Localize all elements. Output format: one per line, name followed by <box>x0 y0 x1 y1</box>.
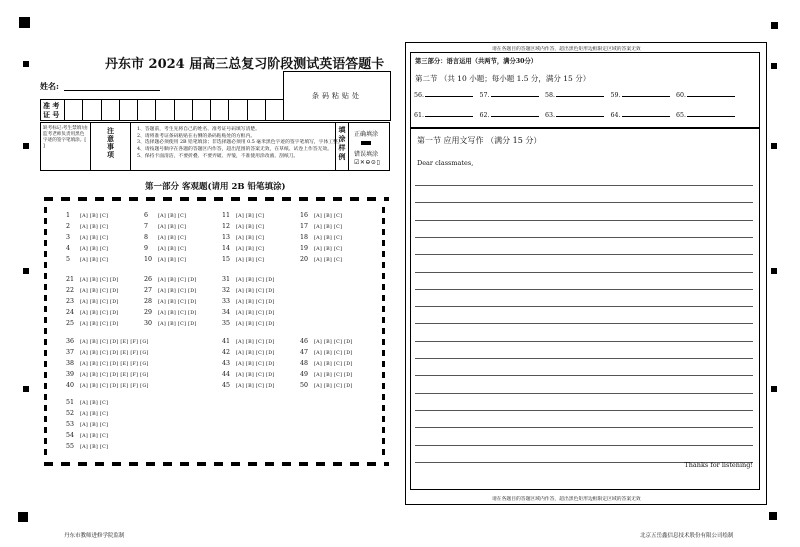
answer-options[interactable]: [A] [B] [C] <box>314 225 343 230</box>
writing-line[interactable] <box>415 272 753 273</box>
answer-options[interactable]: [A] [B] [C] [D] <box>80 322 119 327</box>
answer-options[interactable]: [A] [B] [C] [D] <box>158 289 197 294</box>
blank-line[interactable] <box>425 96 473 97</box>
question-43[interactable] <box>222 360 275 367</box>
blank-answer[interactable] <box>414 92 473 99</box>
alignment-mark <box>771 22 778 29</box>
writing-line[interactable] <box>415 358 753 359</box>
blank-answer[interactable] <box>611 112 670 119</box>
answer-options[interactable]: [A] [B] [C] [D] <box>80 311 119 316</box>
question-34[interactable] <box>222 309 275 316</box>
writing-title: 第一节 应用文写作 （满分 15 分） <box>417 136 542 145</box>
question-49[interactable] <box>300 371 353 378</box>
blank-number: 57. <box>479 92 490 99</box>
answer-options[interactable]: [A] [B] [C] <box>314 247 343 252</box>
blank-answer[interactable] <box>676 92 735 99</box>
question-10[interactable] <box>144 256 186 263</box>
blank-number: 64. <box>610 112 621 119</box>
question-18[interactable] <box>300 234 342 241</box>
question-number: 35 <box>222 320 231 327</box>
question-number: 55 <box>66 443 75 450</box>
admission-digit-cell[interactable] <box>175 100 193 120</box>
admission-number-label: 准 考 证 号 <box>41 100 65 120</box>
answer-options[interactable]: [A] [B] [C] [D] <box>158 278 197 283</box>
blank-number: 56. <box>414 92 425 99</box>
admission-digit-cell[interactable] <box>156 100 174 120</box>
question-38[interactable] <box>66 360 149 367</box>
alignment-mark <box>18 512 28 522</box>
footer-right: 北京五岳鑫信息技术股份有限公司绘制 <box>640 533 734 539</box>
dashed-border <box>44 197 389 201</box>
answer-options[interactable]: [A] [B] [C] [D] <box>158 322 197 327</box>
question-37[interactable] <box>66 349 149 356</box>
blank-line[interactable] <box>622 116 670 117</box>
blank-answer[interactable] <box>545 92 604 99</box>
answer-options[interactable]: [A] [B] [C] [D] [E] [F] [G] <box>80 340 149 345</box>
section3-title: 第三部分：语言运用（共两节，满分30分） <box>415 58 538 65</box>
blank-answer[interactable] <box>545 112 604 119</box>
answer-options[interactable]: [A] [B] [C] [D] <box>314 351 353 356</box>
answer-options[interactable]: [A] [B] [C] <box>80 225 109 230</box>
dashed-border <box>382 207 385 455</box>
question-45[interactable] <box>222 382 275 389</box>
question-28[interactable] <box>144 298 197 305</box>
blank-answer[interactable] <box>480 112 539 119</box>
blank-number: 65. <box>676 112 687 119</box>
question-8[interactable] <box>144 234 186 241</box>
question-7[interactable] <box>144 223 186 230</box>
writing-line[interactable] <box>415 445 753 446</box>
dashed-border <box>44 462 389 466</box>
question-number: 44 <box>222 371 231 378</box>
question-number: 32 <box>222 287 231 294</box>
answer-options[interactable]: [A] [B] [C] [D] <box>80 289 119 294</box>
alignment-mark <box>769 512 777 520</box>
answer-options[interactable]: [A] [B] [C] <box>158 225 187 230</box>
writing-line[interactable] <box>415 410 753 411</box>
question-54[interactable] <box>66 432 108 439</box>
wrong-fill-examples: ☑✕⊖⊙▯ <box>354 159 381 166</box>
blank-line[interactable] <box>622 96 670 97</box>
answer-options[interactable]: [A] [B] [C] <box>158 214 187 219</box>
blank-number: 60. <box>676 92 687 99</box>
question-17[interactable] <box>300 223 342 230</box>
answer-options[interactable]: [A] [B] [C] [D] <box>236 278 275 283</box>
absence-mark-note: 缺考标记:考生禁填!由监考老师负责用黑色字迹的签字笔填涂。[ ] <box>41 123 91 170</box>
note-item: 3、选择题必须使用 2B 铅笔填涂；非选择题必须用 0.5 毫米黑色字迹的签字笔填写，字体工整。 <box>137 140 343 146</box>
answer-options[interactable]: [A] [B] [C] [D] <box>236 351 275 356</box>
question-32[interactable] <box>222 287 275 294</box>
admission-digit-cell[interactable] <box>193 100 211 120</box>
answer-options[interactable]: [A] [B] [C] [D] <box>158 300 197 305</box>
question-46[interactable] <box>300 338 353 345</box>
question-41[interactable] <box>222 338 275 345</box>
correct-fill-example <box>361 141 371 145</box>
answer-options[interactable]: [A] [B] [C] <box>236 225 265 230</box>
answer-options[interactable]: [A] [B] [C] [D] [E] [F] [G] <box>80 384 149 389</box>
question-number: 1 <box>66 212 71 219</box>
question-number: 3 <box>66 234 71 241</box>
answer-options[interactable]: [A] [B] [C] <box>236 247 265 252</box>
answer-options[interactable]: [A] [B] [C] <box>80 434 109 439</box>
answer-options[interactable]: [A] [B] [C] <box>158 258 187 263</box>
barcode-area <box>283 71 391 121</box>
answer-options[interactable]: [A] [B] [C] [D] <box>158 311 197 316</box>
question-42[interactable] <box>222 349 275 356</box>
question-number: 24 <box>66 309 75 316</box>
question-26[interactable] <box>144 276 197 283</box>
question-number: 12 <box>222 223 231 230</box>
alignment-mark <box>771 143 777 149</box>
question-27[interactable] <box>144 287 197 294</box>
blank-answer[interactable] <box>480 92 539 99</box>
question-number: 29 <box>144 309 153 316</box>
writing-line[interactable] <box>415 306 753 307</box>
question-13[interactable] <box>222 234 264 241</box>
question-number: 9 <box>144 245 149 252</box>
question-number: 39 <box>66 371 75 378</box>
question-number: 6 <box>144 212 149 219</box>
answer-options[interactable]: [A] [B] [C] [D] <box>236 300 275 305</box>
question-number: 13 <box>222 234 231 241</box>
question-number: 31 <box>222 276 231 283</box>
question-number: 16 <box>300 212 309 219</box>
question-number: 40 <box>66 382 75 389</box>
boundary-warning-top: 请在各题目的答题区域内作答，超出黑色矩形边框限定区域的答案无效 <box>492 47 641 52</box>
correct-fill-label: 正确填涂 <box>354 131 379 138</box>
question-number: 28 <box>144 298 153 305</box>
question-number: 20 <box>300 256 309 263</box>
question-number: 37 <box>66 349 75 356</box>
answer-options[interactable]: [A] [B] [C] [D] [E] [F] [G] <box>80 362 149 367</box>
admission-digit-cell[interactable] <box>229 100 247 120</box>
question-number: 50 <box>300 382 309 389</box>
notes-list <box>137 127 343 161</box>
question-20[interactable] <box>300 256 342 263</box>
question-number: 21 <box>66 276 75 283</box>
answer-options[interactable]: [A] [B] [C] [D] <box>236 362 275 367</box>
blank-answer[interactable] <box>676 112 735 119</box>
answer-options[interactable]: [A] [B] [C] [D] <box>236 322 275 327</box>
answer-options[interactable]: [A] [B] [C] [D] <box>236 340 275 345</box>
writing-line[interactable] <box>415 220 753 221</box>
answer-options[interactable]: [A] [B] [C] <box>314 236 343 241</box>
blank-line[interactable] <box>687 96 735 97</box>
question-number: 10 <box>144 256 153 263</box>
question-number: 54 <box>66 432 75 439</box>
question-number: 23 <box>66 298 75 305</box>
blank-number: 59. <box>610 92 621 99</box>
section3-subtitle: 第二节 （共 10 小题；每小题 1.5 分，满分 15 分） <box>415 74 591 83</box>
answer-options[interactable]: [A] [B] [C] [D] <box>80 300 119 305</box>
blank-number: 63. <box>545 112 556 119</box>
question-number: 33 <box>222 298 231 305</box>
blank-number: 61. <box>414 112 425 119</box>
writing-line[interactable] <box>415 185 753 186</box>
question-11[interactable] <box>222 212 264 219</box>
blank-number: 62. <box>479 112 490 119</box>
wrong-fill-label: 错误填涂 <box>354 151 379 158</box>
question-number: 43 <box>222 360 231 367</box>
answer-options[interactable]: [A] [B] [C] <box>314 258 343 263</box>
question-29[interactable] <box>144 309 197 316</box>
answer-options[interactable]: [A] [B] [C] <box>158 247 187 252</box>
question-23[interactable] <box>66 298 119 305</box>
blank-answer[interactable] <box>611 92 670 99</box>
writing-line[interactable] <box>415 427 753 428</box>
question-number: 5 <box>66 256 71 263</box>
answer-options[interactable]: [A] [B] [C] <box>80 445 109 450</box>
blank-line[interactable] <box>491 96 539 97</box>
question-number: 27 <box>144 287 153 294</box>
note-item: 4、请按题号顺序在各题的答题区内作答，超出范围的答案无效，在草纸、试卷上作答无效。 <box>137 147 332 153</box>
question-number: 18 <box>300 234 309 241</box>
letter-closing: Thanks for listening! <box>684 461 753 469</box>
instructions-box <box>40 122 390 171</box>
question-number: 19 <box>300 245 309 252</box>
question-number: 53 <box>66 421 75 428</box>
boundary-warning-bottom: 请在各题目的答题区域内作答，超出黑色矩形边框限定区域的答案无效 <box>492 497 641 502</box>
answer-options[interactable]: [A] [B] [C] [D] [E] [F] [G] <box>80 351 149 356</box>
answer-options[interactable]: [A] [B] [C] <box>158 236 187 241</box>
writing-line[interactable] <box>415 237 753 238</box>
question-15[interactable] <box>222 256 264 263</box>
writing-line[interactable] <box>415 202 753 203</box>
question-21[interactable] <box>66 276 119 283</box>
alignment-mark <box>771 63 777 69</box>
answer-options[interactable]: [A] [B] [C] <box>80 401 109 406</box>
question-number: 2 <box>66 223 71 230</box>
question-25[interactable] <box>66 320 119 327</box>
question-22[interactable] <box>66 287 119 294</box>
writing-line[interactable] <box>415 289 753 290</box>
question-number: 46 <box>300 338 309 345</box>
alignment-mark <box>23 386 29 392</box>
question-1[interactable] <box>66 212 108 219</box>
admission-number-grid <box>40 99 284 121</box>
notes-heading: 注 意 事 项 <box>91 123 131 170</box>
answer-options[interactable]: [A] [B] [C] [D] <box>236 373 275 378</box>
note-item: 1、答题前，考生先将自己的姓名、准考证号码填写清楚。 <box>137 127 260 132</box>
answer-options[interactable]: [A] [B] [C] <box>80 258 109 263</box>
question-number: 25 <box>66 320 75 327</box>
answer-options[interactable]: [A] [B] [C] <box>236 258 265 263</box>
question-12[interactable] <box>222 223 264 230</box>
footer-left: 丹东市教师进修学院监制 <box>64 533 125 539</box>
blank-line[interactable] <box>687 116 735 117</box>
question-14[interactable] <box>222 245 264 252</box>
letter-greeting: Dear classmates, <box>417 159 474 167</box>
question-number: 51 <box>66 399 75 406</box>
question-30[interactable] <box>144 320 197 327</box>
blank-line[interactable] <box>425 116 473 117</box>
question-39[interactable] <box>66 371 149 378</box>
question-24[interactable] <box>66 309 119 316</box>
answer-options[interactable]: [A] [B] [C] [D] <box>236 384 275 389</box>
admission-digit-cell[interactable] <box>83 100 101 120</box>
blank-line[interactable] <box>491 116 539 117</box>
admission-digit-cell[interactable] <box>248 100 266 120</box>
question-52[interactable] <box>66 410 108 417</box>
question-31[interactable] <box>222 276 275 283</box>
question-2[interactable] <box>66 223 108 230</box>
question-47[interactable] <box>300 349 353 356</box>
question-51[interactable] <box>66 399 108 406</box>
question-4[interactable] <box>66 245 108 252</box>
answer-options[interactable]: [A] [B] [C] [D] <box>236 311 275 316</box>
writing-line[interactable] <box>415 341 753 342</box>
answer-options[interactable]: [A] [B] [C] <box>80 412 109 417</box>
answer-options[interactable]: [A] [B] [C] <box>80 247 109 252</box>
admission-digit-cell[interactable] <box>65 100 83 120</box>
blank-number: 58. <box>545 92 556 99</box>
question-number: 52 <box>66 410 75 417</box>
answer-options[interactable]: [A] [B] [C] [D] <box>314 384 353 389</box>
alignment-mark <box>771 268 777 274</box>
answer-options[interactable]: [A] [B] [C] [D] <box>80 278 119 283</box>
question-number: 14 <box>222 245 231 252</box>
writing-line[interactable] <box>415 323 753 324</box>
question-55[interactable] <box>66 443 108 450</box>
name-label: 姓名: <box>40 81 59 91</box>
writing-line[interactable] <box>415 254 753 255</box>
part1-title: 第一部分 客观题(请用 2B 铅笔填涂) <box>145 182 286 192</box>
alignment-mark <box>23 143 29 149</box>
answer-options[interactable]: [A] [B] [C] <box>236 236 265 241</box>
question-number: 4 <box>66 245 71 252</box>
alignment-mark <box>23 268 29 274</box>
question-number: 42 <box>222 349 231 356</box>
question-16[interactable] <box>300 212 342 219</box>
question-number: 30 <box>144 320 153 327</box>
blank-line[interactable] <box>556 96 604 97</box>
question-number: 22 <box>66 287 75 294</box>
question-33[interactable] <box>222 298 275 305</box>
question-number: 38 <box>66 360 75 367</box>
admission-digit-cell[interactable] <box>211 100 229 120</box>
question-number: 17 <box>300 223 309 230</box>
barcode-label: 条码粘贴处 <box>312 92 362 100</box>
page-title: 丹东市 2024 届高三总复习阶段测试英语答题卡 <box>105 57 385 72</box>
question-36[interactable] <box>66 338 149 345</box>
blank-answer[interactable] <box>414 112 473 119</box>
dashed-border <box>44 207 47 455</box>
admission-digit-cell[interactable] <box>266 100 283 120</box>
question-48[interactable] <box>300 360 353 367</box>
question-number: 49 <box>300 371 309 378</box>
answer-options[interactable]: [A] [B] [C] <box>80 423 109 428</box>
admission-digit-cell[interactable] <box>138 100 156 120</box>
question-5[interactable] <box>66 256 108 263</box>
question-35[interactable] <box>222 320 275 327</box>
question-number: 36 <box>66 338 75 345</box>
question-53[interactable] <box>66 421 108 428</box>
question-number: 8 <box>144 234 149 241</box>
note-item: 5、保持卡面清洁，不要折叠、不要弄破、弄皱，不准使用涂改液、刮纸刀。 <box>137 153 299 159</box>
answer-options[interactable]: [A] [B] [C] [D] <box>314 373 353 378</box>
answer-options[interactable]: [A] [B] [C] [D] [E] [F] [G] <box>80 373 149 378</box>
answer-options[interactable]: [A] [B] [C] [D] <box>314 340 353 345</box>
note-item: 2、请将准考证条码粘贴在右侧的条码粘贴处的方框内。 <box>137 133 256 139</box>
question-number: 41 <box>222 338 231 345</box>
question-number: 15 <box>222 256 231 263</box>
question-number: 7 <box>144 223 149 230</box>
fill-example-heading: 填 涂 样 例 <box>335 123 349 170</box>
alignment-mark <box>771 386 777 392</box>
answer-options[interactable]: [A] [B] [C] <box>80 214 109 219</box>
question-40[interactable] <box>66 382 149 389</box>
answer-options[interactable]: [A] [B] [C] <box>80 236 109 241</box>
question-3[interactable] <box>66 234 108 241</box>
alignment-mark <box>23 61 29 67</box>
name-field[interactable] <box>64 90 160 91</box>
question-number: 11 <box>222 212 231 219</box>
question-number: 45 <box>222 382 231 389</box>
question-9[interactable] <box>144 245 186 252</box>
writing-line[interactable] <box>415 393 753 394</box>
alignment-mark <box>19 17 30 28</box>
question-44[interactable] <box>222 371 275 378</box>
admission-digit-cell[interactable] <box>120 100 138 120</box>
question-number: 34 <box>222 309 231 316</box>
question-number: 47 <box>300 349 309 356</box>
question-number: 26 <box>144 276 153 283</box>
question-19[interactable] <box>300 245 342 252</box>
answer-options[interactable]: [A] [B] [C] <box>314 214 343 219</box>
answer-options[interactable]: [A] [B] [C] [D] <box>236 289 275 294</box>
admission-digit-cell[interactable] <box>102 100 120 120</box>
blank-line[interactable] <box>556 116 604 117</box>
writing-area <box>410 128 760 490</box>
answer-options[interactable]: [A] [B] [C] <box>236 214 265 219</box>
writing-line[interactable] <box>415 375 753 376</box>
answer-options[interactable]: [A] [B] [C] [D] <box>314 362 353 367</box>
question-50[interactable] <box>300 382 353 389</box>
question-6[interactable] <box>144 212 186 219</box>
question-number: 48 <box>300 360 309 367</box>
